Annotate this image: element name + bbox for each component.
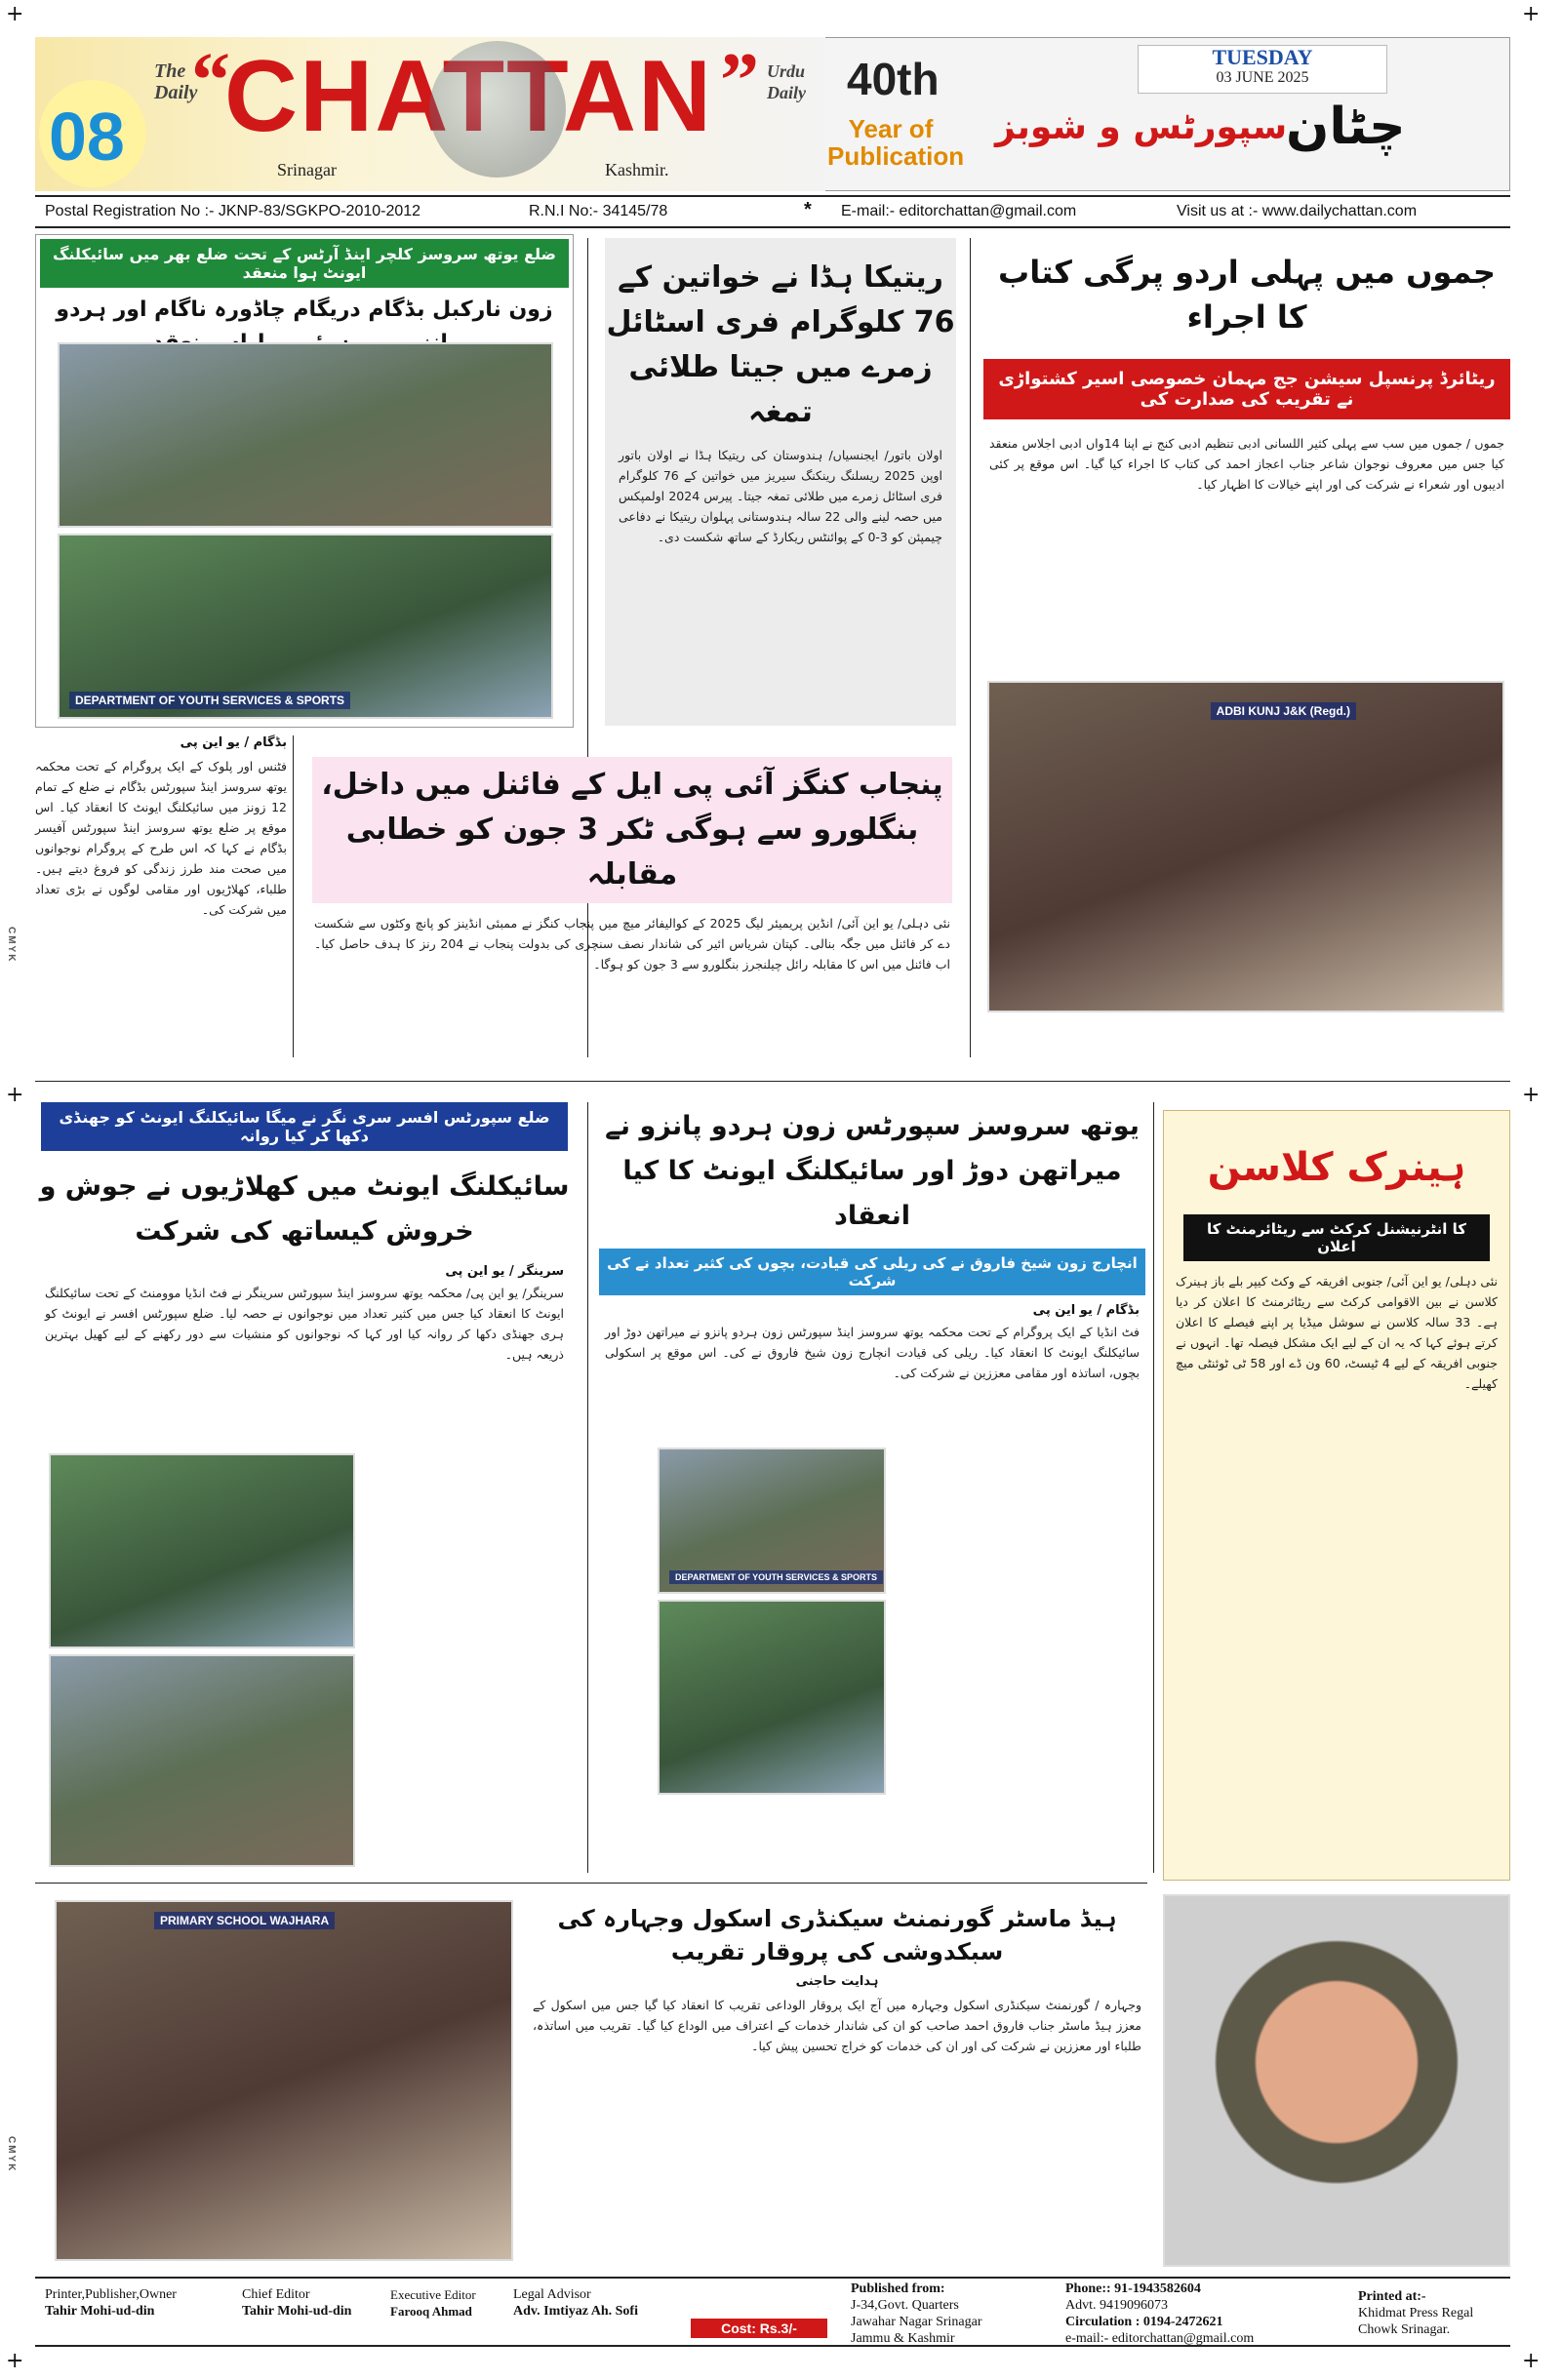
- article-photo: [658, 1600, 886, 1795]
- photo-caption: DEPARTMENT OF YOUTH SERVICES & SPORTS: [69, 692, 350, 709]
- masthead-title: CHATTAN: [224, 40, 714, 153]
- article-photo: [58, 342, 553, 528]
- article-banner: ضلع یوتھ سروسز کلچر اینڈ آرٹس کے تحت ضلع بھر میں سائیکلنگ ایونٹ ہوا منعقد: [40, 239, 569, 288]
- postal-registration: Postal Registration No :- JKNP-83/SGKPO-2010-2012: [45, 203, 421, 219]
- column-divider: [587, 1102, 588, 1873]
- cost-badge: Cost: Rs.3/-: [691, 2319, 827, 2338]
- footer-label: Executive Editor: [390, 2287, 476, 2302]
- article-wrestling: [605, 238, 956, 726]
- footer-chief-editor: [242, 2286, 351, 2320]
- article-marathon: [599, 1104, 1145, 1875]
- article-body: وجہارہ / گورنمنٹ سیکنڈری اسکول وجہارہ میں آج ایک پروقار الوداعی تقریب کا انعقاد کیا گیا جس میں اسکول کے معزز ہیڈ ماسٹر جناب فاروق احمد صاحب کو ان کی شاندار خدمات کے اعتراف میں الوداع کیا گیا۔ تقریب میں اساتذہ، طلباء اور معززین نے شرکت کی اور ان کی خدمات کو خراج تحسین پیش کیا۔: [533, 1998, 1141, 2053]
- article-headline: جموں میں پہلی اردو پرگی کتاب کا اجراء: [998, 254, 1496, 336]
- footer-label: Chief Editor: [242, 2287, 310, 2302]
- article-photo: [55, 1900, 513, 2261]
- footer-legal: [513, 2286, 638, 2320]
- article-body: فٹنس اور پلوک کے ایک پروگرام کے تحت محکمہ یوتھ سروسز اینڈ سپورٹس بڈگام نے ضلع کے تمام 12 زونز میں سائیکلنگ ایونٹ کا انعقاد کیا۔ اس موقع پر ضلع یوتھ سروسز اینڈ سپورٹس آفیسر بڈگام نے کہا کہ اس طرح کے پروگرام نوجوانوں میں صحت مند طرز زندگی کو فروغ دیتے ہیں۔ طلباء، کھلاڑیوں اور مقامی لوگوں نے بڑی تعداد میں شرکت کی۔: [35, 759, 287, 917]
- cmyk-mark: CMYK: [6, 927, 17, 964]
- article-headline-line2: میراتھن دوڑ اور سائیکلنگ ایونٹ کا کیا انعقاد: [622, 1156, 1122, 1231]
- article-headline-line3: زمرے میں جیتا طلائی تمغہ: [628, 350, 933, 429]
- article-photo: [987, 681, 1504, 1012]
- article-headline: زون نارکبل بڈگام دریگام چاڈورہ ناگام اور ہردو: [56, 298, 553, 322]
- article-body: نئی دہلی/ یو این آئی/ جنوبی افریقہ کے وکٹ کیپر بلے باز ہینرک کلاسن نے بین الاقوامی کرکٹ سے ریٹائرمنٹ کا اعلان کر دیا ہے۔ 33 سالہ کلاسن نے سوشل میڈیا پر اپنے فیصلے کا اعلان کرتے ہوئے کہا کہ یہ ان کے لیے ایک مشکل فیصلہ تھا۔ انہوں نے جنوبی افریقہ کے لیے 4 ٹیسٹ، 60 ون ڈے اور 58 ٹی ٹوئنٹی میچ کھیلے۔: [1176, 1274, 1499, 1391]
- column-divider: [970, 238, 971, 1057]
- city-right: Kashmir.: [605, 160, 669, 179]
- quote-mark-left: “: [191, 38, 230, 124]
- article-headline-line2: بنگلورو سے ہوگی ٹکر 3 جون کو خطابی مقابلہ: [345, 813, 919, 892]
- article-headline: سائیکلنگ ایونٹ میں کھلاڑیوں نے جوش و خروش کیساتھ کی شرکت: [39, 1171, 570, 1247]
- article-headline: ہینرک کلاسن: [1207, 1145, 1466, 1190]
- footer-value: Jammu & Kashmir: [851, 2331, 955, 2346]
- article-srinagar-cycling: [35, 1102, 574, 1873]
- urdu-daily-label: Urdu Daily: [767, 61, 806, 102]
- footer-value: Khidmat Press Regal: [1358, 2306, 1474, 2320]
- footer-value: Chowk Srinagar.: [1358, 2322, 1451, 2337]
- article-subhead: کا انٹرنیشنل کرکٹ سے ریٹائرمنٹ کا اعلان: [1183, 1214, 1490, 1261]
- player-portrait-photo: [1163, 1894, 1510, 2267]
- email-contact: E-mail:- editorchattan@gmail.com: [841, 203, 1077, 219]
- photo-caption: PRIMARY SCHOOL WAJHARA: [154, 1912, 335, 1929]
- footer-value: Farooq Ahmad: [390, 2304, 472, 2319]
- article-headline-line1: پنجاب کنگز آئی پی ایل کے فائنل میں داخل،: [321, 768, 943, 802]
- footer-phone: Phone:: 91-1943582604: [1065, 2281, 1201, 2296]
- footer-value: Jawahar Nagar Srinagar: [851, 2315, 982, 2329]
- footer-printed: [1358, 2288, 1473, 2338]
- article-byline: بڈگام / یو این پی: [180, 735, 287, 750]
- article-body: جموں / جموں میں سب سے پہلی کثیر اللسانی ادبی تنظیم ادبی کنج نے اپنا 14واں ادبی اجلاس منعقد کیا جس میں معروف نوجوان شاعر جناب اعجاز احمد کی کتاب کا اجراء کیا گیا۔ اس موقع پر کئی ادیبوں اور شعراء نے شرکت کی اور اپنے خیالات کا اظہار کیا۔: [989, 436, 1504, 492]
- anniversary-subtitle: Year of Publication: [827, 114, 965, 171]
- article-photo: [58, 534, 553, 719]
- cmyk-mark: CMYK: [6, 2136, 17, 2173]
- article-photo: [49, 1453, 355, 1648]
- city-left: Srinagar: [277, 160, 337, 179]
- footer-label: Printed at:-: [1358, 2289, 1426, 2304]
- star-divider: *: [804, 199, 812, 220]
- quote-mark-right: ”: [720, 38, 759, 124]
- footer-value: Tahir Mohi-ud-din: [45, 2304, 155, 2319]
- footer-printer: [45, 2286, 177, 2320]
- footer-advt: Advt. 9419096073: [1065, 2298, 1168, 2313]
- footer-label: Printer,Publisher,Owner: [45, 2287, 177, 2302]
- photo-caption: DEPARTMENT OF YOUTH SERVICES & SPORTS: [669, 1570, 883, 1584]
- article-ipl: [300, 739, 964, 1057]
- article-headmaster: [35, 1896, 1147, 2267]
- masthead-title-urdu: چٹان: [1286, 98, 1406, 156]
- registration-mark: +: [1522, 2349, 1541, 2373]
- footer-contact: [1065, 2281, 1254, 2347]
- website-link[interactable]: Visit us at :- www.dailychattan.com: [1177, 203, 1418, 219]
- article-byline: سرینگر / یو این پی: [445, 1264, 564, 1279]
- section-title-urdu: سپورٹس و شوبز: [995, 107, 1288, 147]
- article-banner: ضلع سپورٹس افسر سری نگر نے میگا سائیکلنگ ایونٹ کو جھنڈی دکھا کر کیا روانہ: [41, 1102, 568, 1151]
- section-divider: [35, 1081, 1510, 1082]
- headmaster-text: [533, 1902, 1141, 2056]
- article-photo: [658, 1448, 886, 1594]
- registration-mark: +: [6, 2, 24, 26]
- section-divider: [35, 1883, 1147, 1884]
- registration-mark: +: [1522, 1083, 1541, 1107]
- article-cycling-zone: [35, 234, 574, 728]
- article-headline-line1: یوتھ سروسز سپورٹس زون ہردو پانزو نے: [605, 1111, 1140, 1141]
- registration-mark: +: [1522, 2, 1541, 26]
- footer-circulation: Circulation : 0194-2472621: [1065, 2315, 1223, 2329]
- footer-email[interactable]: e-mail:- editorchattan@gmail.com: [1065, 2331, 1255, 2346]
- the-daily-label: The Daily: [154, 60, 198, 103]
- footer-value: Tahir Mohi-ud-din: [242, 2304, 352, 2319]
- footer-published: [851, 2281, 982, 2347]
- footer-label: Published from:: [851, 2281, 945, 2296]
- article-klaasen: [1163, 1110, 1510, 1881]
- article-body: سرینگر/ یو این پی/ محکمہ یوتھ سروسز اینڈ سپورٹس سرینگر نے فٹ انڈیا موومنٹ کے تحت سائیکلنگ ایونٹ کا انعقاد کیا جس میں کثیر تعداد میں نوجوانوں نے حصہ لیا۔ ضلع سپورٹس افسر نے ایونٹ کو ہری جھنڈی دکھا کر روانہ کیا اور کہا کہ نوجوانوں کو منشیات سے دور رکھنے کے لیے کھیل بہترین ذریعہ ہیں۔: [45, 1286, 564, 1362]
- article-body: اولان باتور/ ایجنسیاں/ ہندوستان کی ریتیکا ہڈا نے اولان باتور اوپن 2025 ریسلنگ رینکنگ سیریز میں خواتین کے 76 کلوگرام فری اسٹائل زمرے میں طلائی تمغہ جیتا۔ پیرس 2024 اولمپکس میں حصہ لینے والی 22 سالہ ہندوستانی پہلوان ریتیکا نے دفاعی چیمپئن کو 3-0 کے پوائنٹس ریکارڈ کے ساتھ شکست دی۔: [619, 448, 942, 544]
- article-subhead: انچارج زون شیخ فاروق نے کی ریلی کی قیادت، بچوں کی کثیر تعداد نے کی شرکت: [599, 1249, 1145, 1295]
- article-subhead: ریٹائرڈ پرنسپل سیشن جج مہمان خصوصی اسیر کشتواڑی نے تقریب کی صدارت کی: [983, 359, 1510, 419]
- issue-date: 03 JUNE 2025: [1216, 69, 1309, 86]
- article-body: فٹ انڈیا کے ایک پروگرام کے تحت محکمہ یوتھ سروسز اینڈ سپورٹس زون ہردو پانزو نے میراتھن دوڑ اور سائیکلنگ ایونٹ کا انعقاد کیا۔ ریلی کی قیادت انچارج زون شیخ فاروق نے کی۔ اس موقع پر اسکولی بچوں، اساتذہ اور مقامی معززین نے شرکت کی۔: [605, 1325, 1140, 1380]
- rni-number: R.N.I No:- 34145/78: [529, 203, 668, 219]
- footer-label: Legal Advisor: [513, 2287, 591, 2302]
- issue-day: TUESDAY: [1212, 45, 1313, 69]
- registration-mark: +: [6, 2349, 24, 2373]
- ipl-headline-box: [312, 757, 952, 903]
- column-divider: [293, 735, 294, 1057]
- article-badgam-side: [35, 735, 287, 1057]
- registration-line: [35, 195, 1510, 228]
- article-byline: ہدایت حاجنی: [795, 1974, 879, 1989]
- photo-caption: ADBI KUNJ J&K (Regd.): [1211, 702, 1356, 720]
- article-byline: بڈگام / یو این پی: [1032, 1303, 1140, 1318]
- footer-value: Adv. Imtiyaz Ah. Sofi: [513, 2304, 638, 2319]
- registration-mark: +: [6, 1083, 24, 1107]
- column-divider: [1153, 1102, 1154, 1873]
- page-number: 08: [49, 99, 125, 175]
- article-headline-line1: ریتیکا ہڈا نے خواتین کے: [618, 260, 943, 295]
- anniversary-badge: 40th: [847, 54, 940, 104]
- article-urdu-book: [983, 238, 1510, 1018]
- article-headline-line2: 76 کلوگرام فری اسٹائل: [606, 305, 955, 339]
- footer-exec-editor: [390, 2286, 476, 2320]
- footer-value: J-34,Govt. Quarters: [851, 2298, 959, 2313]
- globe-icon: [429, 41, 566, 178]
- article-body: نئی دہلی/ یو این آئی/ انڈین پریمیئر لیگ 2025 کے کوالیفائر میچ میں پنجاب کنگز نے ممبئی انڈینز کو پانچ وکٹوں سے شکست دے کر فائنل میں جگہ بنالی۔ کپتان شریاس ائیر کی شاندار نصف سنچری کی بدولت پنجاب نے 204 رنز کا ہدف حاصل کیا۔ اب فائنل میں اس کا مقابلہ رائل چیلنجرز بنگلورو سے 3 جون کو ہوگا۔: [314, 916, 950, 972]
- article-headline: ہیڈ ماسٹر گورنمنٹ سیکنڈری اسکول وجہارہ کی سبکدوشی کی پروقار تقریب: [557, 1905, 1117, 1965]
- date-box: [1138, 45, 1387, 94]
- article-photo: [49, 1654, 355, 1867]
